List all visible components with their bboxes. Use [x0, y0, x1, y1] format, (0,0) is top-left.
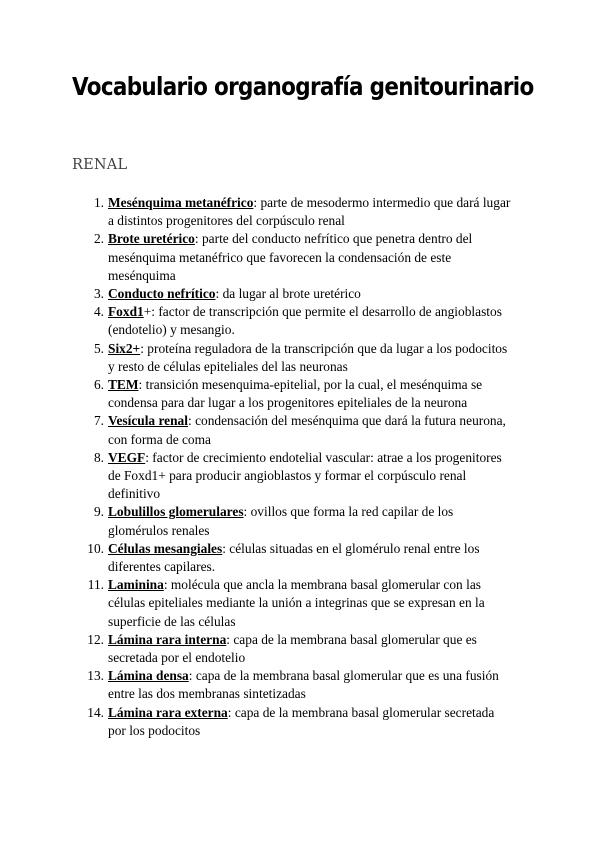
list-item	[72, 412, 512, 448]
item-separator: :	[253, 195, 258, 210]
item-separator: :	[215, 286, 220, 302]
item-definition: factor de crecimiento endotelial vascular: atrae a los progenitores de Foxd1+ para producir angioblastos y formar el corpúsculo renal definitivo	[108, 449, 502, 502]
item-term: Vesícula renal	[108, 413, 188, 429]
list-item	[72, 449, 512, 504]
list-item	[72, 540, 512, 576]
item-separator: :	[226, 631, 231, 647]
item-number: 6.	[93, 377, 104, 393]
vocabulary-list	[72, 194, 512, 740]
list-item	[72, 340, 512, 376]
list-item	[72, 303, 512, 339]
item-number: 7.	[93, 413, 104, 429]
item-separator: :	[187, 413, 192, 429]
item-number: 5.	[93, 340, 104, 356]
list-item	[72, 285, 512, 303]
item-definition: factor de transcripción que permite el desarrollo de angioblastos (endotelio) y mesangio.	[108, 304, 502, 338]
item-separator: :	[163, 577, 168, 593]
item-definition: capa de la membrana basal glomerular que es una fusión entre las dos membranas sintetizadas	[108, 668, 499, 702]
item-definition: células situadas en el glomérulo renal entre los diferentes capilares.	[108, 540, 480, 575]
item-number: 8.	[93, 449, 104, 465]
item-definition: condensación del mesénquima que dará la futura neurona, con forma de coma	[108, 413, 506, 447]
item-separator: :	[194, 231, 199, 247]
item-term: Lámina rara externa	[108, 704, 228, 720]
item-separator: :	[140, 340, 144, 356]
item-separator: :	[138, 377, 143, 393]
list-item	[72, 503, 512, 539]
item-number: 2.	[93, 231, 104, 247]
list-item	[72, 576, 512, 631]
item-term: Brote uretérico	[108, 231, 195, 247]
item-number: 3.	[93, 286, 104, 302]
item-separator: :	[222, 540, 226, 556]
item-number: 14.	[87, 704, 104, 720]
item-separator: :	[188, 668, 193, 684]
list-item	[72, 631, 512, 667]
item-number: 10.	[87, 540, 104, 556]
item-separator: :	[243, 504, 248, 520]
item-number: 1.	[93, 195, 104, 210]
section-heading: RENAL	[72, 157, 128, 173]
item-term: Foxd1	[108, 304, 144, 320]
item-definition: molécula que ancla la membrana basal glomerular con las células epiteliales mediante la unión a integrinas que se expresan en la superficie de las células	[108, 577, 485, 629]
item-number: 13.	[87, 668, 104, 684]
item-term: VEGF	[108, 449, 146, 465]
item-number: 9.	[93, 504, 104, 520]
item-term: Lobulillos glomerulares	[108, 504, 244, 520]
item-separator: +:	[143, 304, 155, 320]
list-item	[72, 376, 512, 412]
list-item	[72, 667, 512, 703]
item-definition: parte de mesodermo intermedio que dará lugar a distintos progenitores del corpúsculo renal	[108, 195, 511, 229]
item-definition: da lugar al brote uretérico	[219, 286, 361, 302]
item-term: Células mesangiales	[108, 540, 223, 556]
item-definition: parte del conducto nefrítico que penetra dentro del mesénquima metanéfrico que favorecen la condensación de este mesénquima	[108, 231, 473, 283]
document-title: Vocabulario organografía genitourinario	[72, 72, 534, 101]
item-term: Lámina densa	[108, 668, 189, 684]
item-number: 11.	[87, 577, 104, 593]
list-item	[72, 704, 512, 740]
item-number: 12.	[87, 631, 104, 647]
list-item	[72, 230, 512, 285]
item-term: Six2+	[108, 340, 141, 356]
list-item	[72, 194, 512, 230]
item-term: Laminina	[108, 577, 164, 593]
item-definition: capa de la membrana basal glomerular que es secretada por el endotelio	[108, 631, 477, 666]
item-number: 4.	[93, 304, 104, 320]
item-term: TEM	[108, 377, 139, 393]
item-definition: proteína reguladora de la transcripción que da lugar a los podocitos y resto de células epiteliales del las neuronas	[108, 340, 508, 374]
item-separator: :	[227, 704, 232, 720]
item-definition: ovillos que forma la red capilar de los glomérulos renales	[108, 504, 454, 538]
item-term: Conducto nefrítico	[108, 286, 216, 302]
item-term: Mesénquima metanéfrico	[108, 195, 254, 210]
item-term: Lámina rara interna	[108, 631, 227, 647]
item-definition: transición mesenquima-epitelial, por la cual, el mesénquima se condensa para dar lugar a los progenitores epiteliales de la neurona	[108, 377, 483, 411]
item-separator: :	[145, 449, 149, 465]
item-definition: capa de la membrana basal glomerular secretada por los podocitos	[108, 704, 495, 738]
